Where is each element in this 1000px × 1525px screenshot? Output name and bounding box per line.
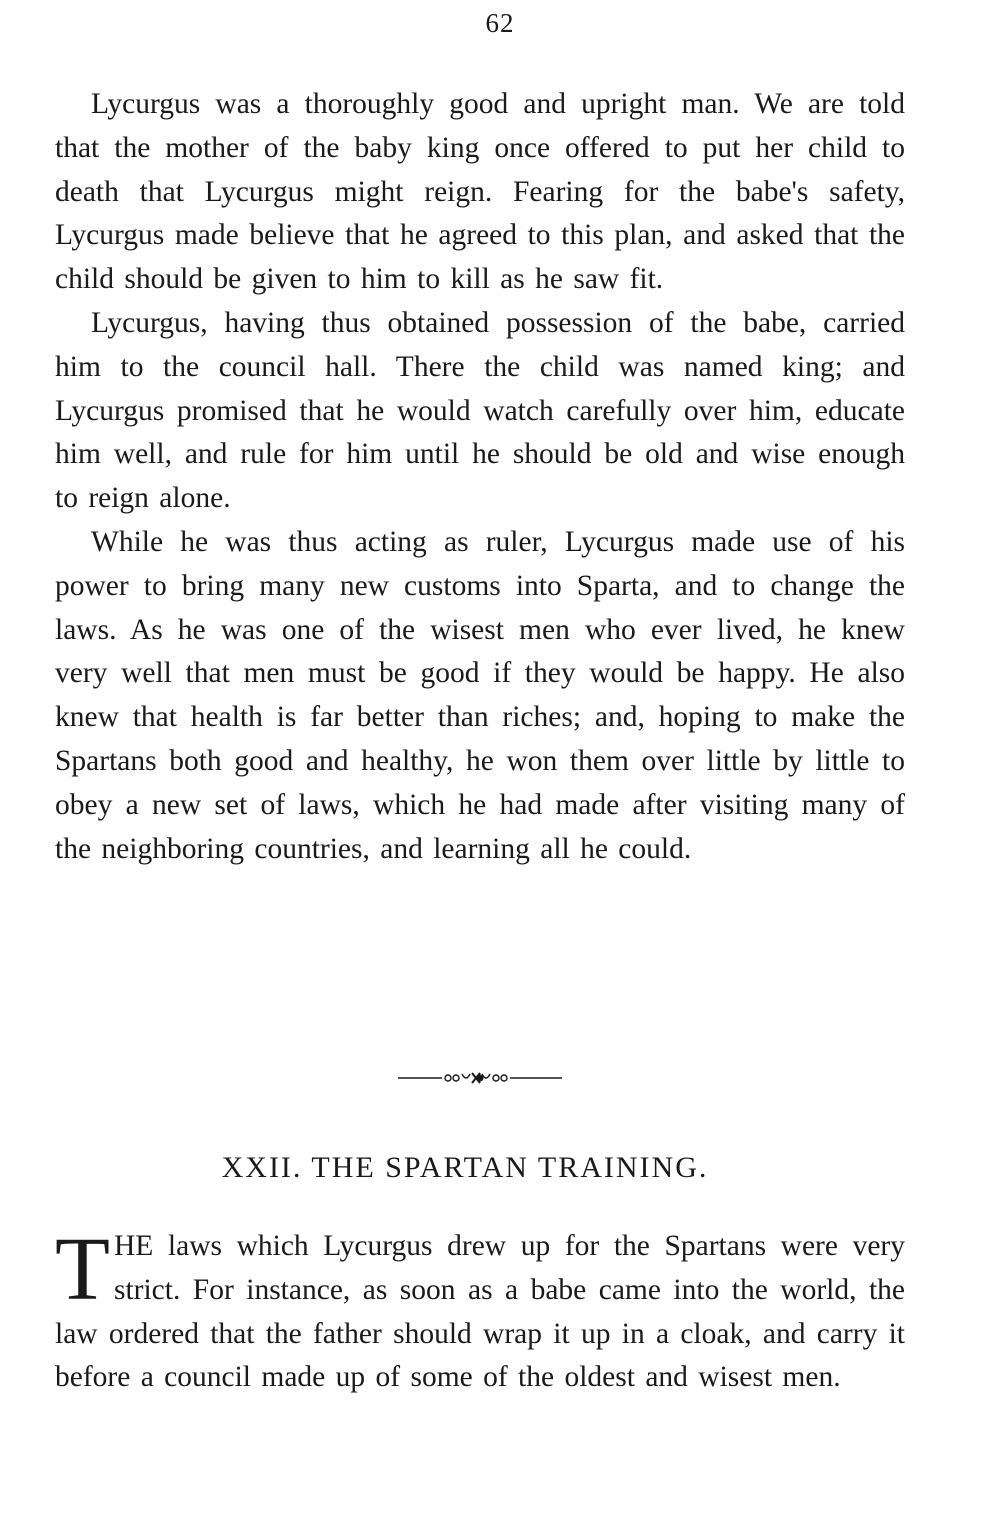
chapter-first-paragraph-text: HE laws which Lycurgus drew up for the Spartans were very strict. For instance, as soon as a babe came into the world, the law ordered that the father should wrap it up in a cloak, and carry it before a council made up of some of the oldest and wisest men. (55, 1230, 905, 1394)
drop-cap: T (55, 1220, 110, 1319)
paragraph-1: Lycurgus was a thoroughly good and upright man. We are told that the mother of the baby king once offered to put her child to death that Lycurgus might reign. Fearing for the babe's safety, Lycurgus made believe that he agreed to this plan, and asked that the child should be given to him to kill as he saw fit. (55, 88, 905, 296)
decorative-divider-icon (398, 1068, 562, 1088)
chapter-first-paragraph (55, 1220, 905, 1400)
paragraph-3: While he was thus acting as ruler, Lycurgus made use of his power to bring many new customs into Sparta, and to change the laws. As he was one of the wisest men who ever lived, he knew very well that men must be good if they would be happy. He also knew that health is far better than riches; and, hoping to make the Spartans both good and healthy, he won them over little by little to obey a new set of laws, which he had made after visiting many of the neighboring countries, and learning all he could. (55, 525, 905, 865)
chapter-heading: XXII. THE SPARTAN TRAINING. (221, 1151, 709, 1184)
body-text-bottom (55, 1220, 905, 1400)
paragraph-2: Lycurgus, having thus obtained possession of the babe, carried him to the council hall. There the child was named king; and Lycurgus promised that he would watch carefully over him, educate him well, and rule for him until he should be old and wise enough to reign alone. (55, 306, 905, 515)
page-number: 62 (485, 8, 515, 38)
body-text-top (55, 83, 905, 871)
